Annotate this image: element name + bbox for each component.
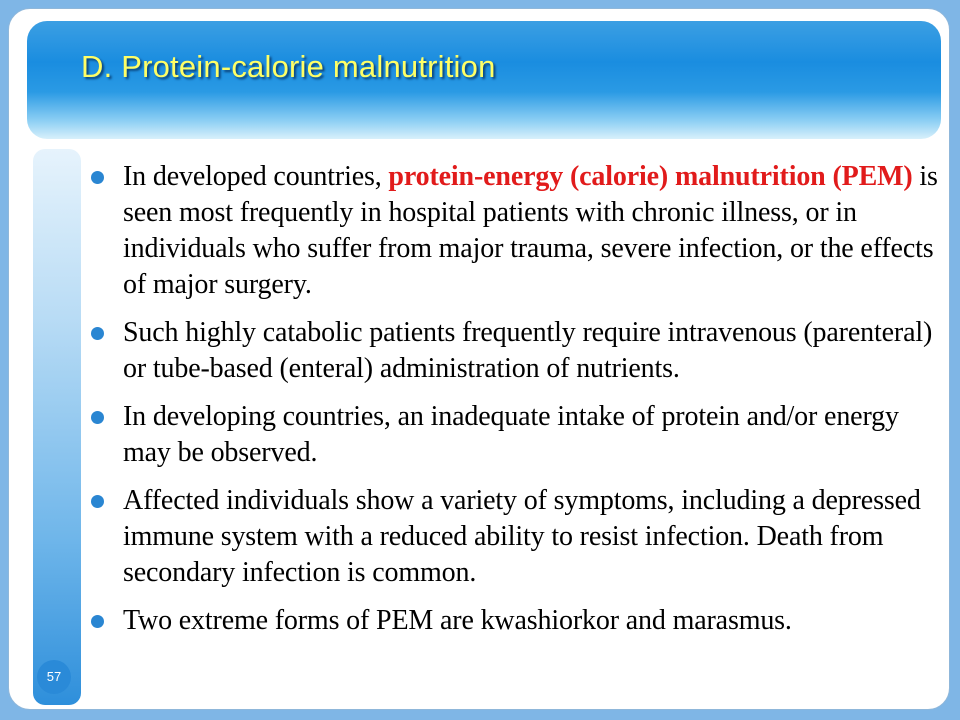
bullet-icon xyxy=(91,327,104,340)
slide xyxy=(8,8,950,710)
bullet-item-5 xyxy=(121,603,946,639)
bullet-item-1 xyxy=(121,159,946,303)
bullet-3-text: In developing countries, an inadequate intake of protein and/or energy may be observed. xyxy=(123,401,899,468)
bullet-5-text: Two extreme forms of PEM are kwashiorkor and marasmus. xyxy=(123,605,792,636)
bullet-1-text-end: is seen most frequently in hospital patients with chronic illness, or in individuals who suffer from major trauma, severe infection, or the effects of major surgery. xyxy=(123,161,938,300)
bullet-list xyxy=(121,159,946,651)
bullet-icon xyxy=(91,411,104,424)
bullet-1-text-start: In developed countries, xyxy=(123,161,389,192)
bullet-1-highlight: protein-energy (calorie) malnutrition (PEM) xyxy=(388,161,913,192)
slide-title: D. Protein-calorie malnutrition xyxy=(81,49,496,84)
bullet-icon xyxy=(91,615,104,628)
bullet-item-4 xyxy=(121,483,946,591)
bullet-item-2 xyxy=(121,315,946,387)
side-accent-bar xyxy=(33,149,81,705)
bullet-icon xyxy=(91,171,104,184)
bullet-item-3 xyxy=(121,399,946,471)
bullet-4-text: Affected individuals show a variety of symptoms, including a depressed immune system with a reduced ability to resist infection. Death from secondary infection is common. xyxy=(123,485,921,588)
bullet-2-text: Such highly catabolic patients frequently require intravenous (parenteral) or tube-based (enteral) administration of nutrients. xyxy=(123,317,933,384)
bullet-icon xyxy=(91,495,104,508)
slide-number: 57 xyxy=(37,660,71,694)
